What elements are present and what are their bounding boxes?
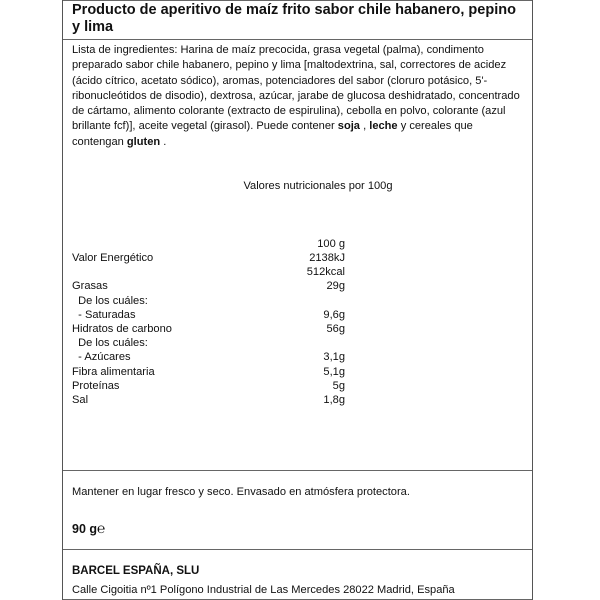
top-border	[63, 0, 532, 1]
nutrition-label: Hidratos de carbono	[72, 323, 172, 335]
label-frame	[62, 0, 533, 600]
ingredients-separator: ,	[359, 120, 370, 133]
allergen-leche: leche	[369, 120, 398, 133]
nutrition-value: 29g	[326, 280, 345, 293]
nutrition-value: 56g	[326, 323, 345, 335]
nutrition-label: Grasas	[72, 280, 108, 293]
nutrition-value: 9,6g	[323, 308, 345, 321]
nutrition-column-header: 100 g	[317, 238, 345, 250]
nutrition-value: 5g	[332, 379, 345, 392]
nutrition-label: Valor Energético	[72, 252, 154, 264]
weight-divider	[63, 549, 532, 550]
ingredients-end: .	[160, 135, 167, 148]
storage-instructions: Mantener en lugar fresco y seco. Envasado en atmósfera protectora.	[72, 486, 410, 498]
allergen-gluten: gluten	[126, 135, 161, 148]
nutrition-label: - Azúcares	[72, 351, 131, 364]
nutrition-value: 2138kJ	[309, 252, 345, 264]
company-address: Calle Cigoitia nº1 Polígono Industrial de Las Mercedes 28022 Madrid, España	[72, 584, 455, 596]
nutrition-value: 512kcal	[306, 266, 345, 279]
ingredients-list	[72, 43, 527, 150]
ingredients-text-2: y cereales que contengan	[72, 120, 473, 148]
estimated-sign-icon: ℮	[97, 520, 106, 536]
nutrition-label: Proteínas	[72, 379, 120, 392]
nutrition-header: Valores nutricionales por 100g	[243, 180, 393, 192]
nutrition-divider	[63, 470, 532, 471]
nutrition-label: - Saturadas	[72, 308, 136, 321]
allergen-soja: soja	[337, 120, 360, 133]
nutrition-value: 5,1g	[323, 365, 345, 378]
title-divider	[63, 39, 532, 40]
product-title: Producto de aperitivo de maíz frito sabor chile habanero, pepino y lima	[72, 2, 516, 35]
nutrition-label: De los cuáles:	[72, 337, 148, 350]
nutrition-value: 3,1g	[323, 351, 345, 364]
nutrition-label: De los cuáles:	[72, 294, 148, 307]
net-weight-value: 90 g	[72, 522, 98, 536]
nutrition-value: 1,8g	[323, 394, 345, 406]
net-weight	[72, 520, 105, 536]
nutrition-label: Sal	[72, 394, 89, 406]
company-name: BARCEL ESPAÑA, SLU	[72, 565, 200, 577]
ingredients-text: Lista de ingredientes: Harina de maíz precocida, grasa vegetal (palma), condimento preparado sabor chile habanero, pepino y lima [maltodextrina, sal, correctores de acidez (ácido cítrico, acetato sódico), aromas, potenciadores del sabor (cloruro potásico, 5'-ribonucleótidos de disodio), dextrosa, azúcar, jarabe de glucosa deshidratado, concentrado de cártamo, alimento colorante (extracto de espirulina), cebolla en polvo, colorante (azul brillante fcf)], aceite vegetal (girasol). Puede contener	[72, 44, 520, 133]
nutrition-label: Fibra alimentaria	[72, 365, 155, 378]
